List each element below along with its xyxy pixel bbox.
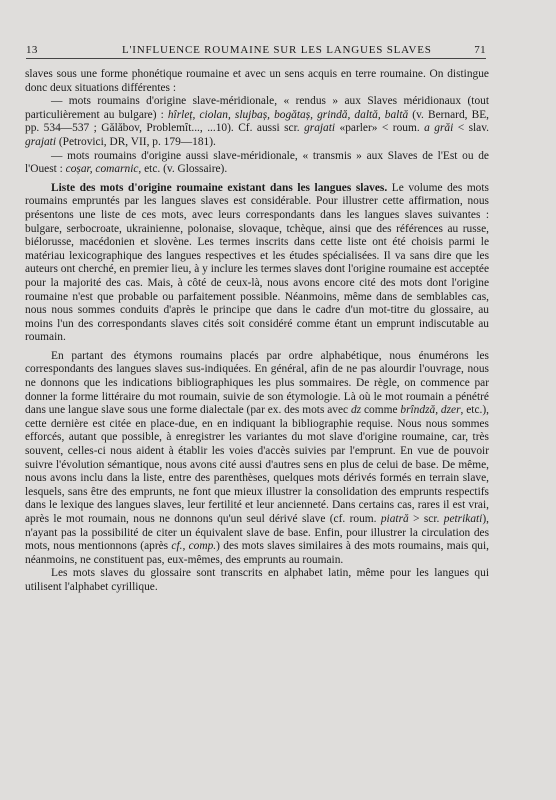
italic-run: grajati [304, 122, 336, 135]
paragraph-case-1 [25, 95, 489, 149]
italic-run: petrikati [443, 513, 483, 525]
header-rule [26, 58, 486, 59]
section-heading: Liste des mots d'origine roumaine existant dans les langues slaves. [51, 181, 388, 194]
text-run: En partant des étymons roumains placés par ordre alphabétique, nous énumérons les correspondants des langues slaves sus-indiquées. En général, afin de ne pas alourdir l'ouvrage, nous ne donnons que les indications bibliographiques les plus sommaires. De règle, on commence par donner la forme littéraire du mot roumain, suivie de son étymologie. Là où le mot roumain a pénétré dans une langue slave sous une forme dialectale (par ex. des mots avec [25, 349, 489, 417]
italic-run: brîndză, dzer [400, 404, 461, 417]
text-run: comme [361, 404, 401, 417]
text-run: < slav. [453, 122, 490, 135]
paragraph-case-2 [25, 150, 489, 177]
text-run: — mots roumains d'origine slave-méridionale, « rendus » aux Slaves méridionaux (tout particulièrement au bulgare) : [25, 95, 489, 121]
text-run: (Petrovici, DR, VII, p. 179—181). [56, 135, 216, 148]
italic-run: a grăi [424, 122, 454, 135]
italic-run: coșar, comarnic [65, 163, 139, 176]
italic-run: piatră [380, 513, 409, 525]
paragraph-transcription: Les mots slaves du glossaire sont transcrits en alphabet latin, même pour les langues qui utilisent l'alphabet cyrillique. [25, 567, 489, 593]
text-run: , etc.), cette dernière est citée en place-due, en en indiquant la bibliographie requise. Nous nous sommes efforcés, autant que possible, à enregistrer les variantes du mot slave d'origine roumaine, car, très souvent, celles-ci nous aident à établir les voies d'accès suivies par l'emprunt. En vue de pouvoir suivre l'évolution sémantique, nous avons cité aussi d'autres sens en plus de celui de base. De même, nous avons inclu dans la liste, entre des parenthèses, quelques mots dérivés formés en terrain slave, lesquels, sans être des emprunts, ne font que mieux illustrer la consolidation des emprunts respectifs dans le lexique des langues slaves, leur fertilité et leur ancienneté. Dans certains cas, rares il est vrai, après le mot roumain, nous ne donnons qu'un seul dérivé slave (cf. roum. [25, 404, 490, 525]
running-title: L'INFLUENCE ROUMAINE SUR LES LANGUES SLAVES [122, 44, 432, 56]
page-number-right: 71 [474, 44, 486, 56]
running-header [26, 44, 486, 58]
text-run: > scr. [408, 513, 444, 525]
text-run: ) des mots slaves similaires à des mots roumains, mais qui, néanmoins, ne constituent pas, eux-mêmes, des emprunts au roumain. [25, 540, 489, 566]
italic-run: dz [350, 404, 362, 417]
text-run: «parler» < roum. [335, 122, 425, 135]
text-run: Le volume des mots roumains empruntés par les langues slaves est considérable. Pour illustrer cette affirmation, nous présentons une liste de ces mots, avec leurs correspondants dans les langues slaves suivantes : bulgare, serbocroate, ukrainienne, polonaise, slovaque, tchèque, ainsi que des références au russe, biélorusse, macédonien et slovène. Les termes inscrits dans cette liste ont été choisis parmi le matériau lexicographique des langues respectives et les études spécialisées. Il va sans dire que les auteurs ont cherché, en premier lieu, à y inclure les termes slaves dont l'origine roumaine est acceptée pour la majorité des cas. Mais, à côté de ceux-là, nous avons encore cité des mots dont l'origine roumaine n'est que probable ou parfaitement possible. Néanmoins, même dans de semblables cas, nous nous sommes conduits d'après le principe que dans le cadre d'un mot-titre du glossaire, au moins l'un des correspondants slaves cités soit considéré comme étant un emprunt indiscutable au roumain. [25, 181, 489, 344]
text-run: , etc. (v. Glossaire). [138, 163, 228, 176]
italic-run: grajati [25, 135, 57, 148]
paragraph-list-intro [25, 182, 489, 345]
page-number-left: 13 [26, 44, 38, 56]
paragraph-intro: slaves sous une forme phonétique roumaine et avec un sens acquis en terre roumaine. On distingue donc deux situations différentes : [25, 68, 489, 94]
page-body [25, 68, 489, 595]
text-run: (v. Bernard, BE, pp. 534—537 ; Gălăbov, Problemȋt..., ...10). Cf. aussi scr. [25, 108, 490, 135]
paragraph-method [25, 350, 489, 568]
text-run: — mots roumains d'origine aussi slave-méridionale, « transmis » aux Slaves de l'Est ou de l'Ouest : [25, 149, 489, 176]
italic-run: cf., comp. [171, 540, 217, 553]
italic-run: hîrleț, ciolan, slujbaș, bogătaș, grindă, daltă, baltă [167, 108, 409, 121]
text-run: ), n'ayant pas la possibilité de citer un équivalent slave de base. Enfin, pour illustrer la circulation des mots, nous mentionnons (après [25, 513, 489, 553]
